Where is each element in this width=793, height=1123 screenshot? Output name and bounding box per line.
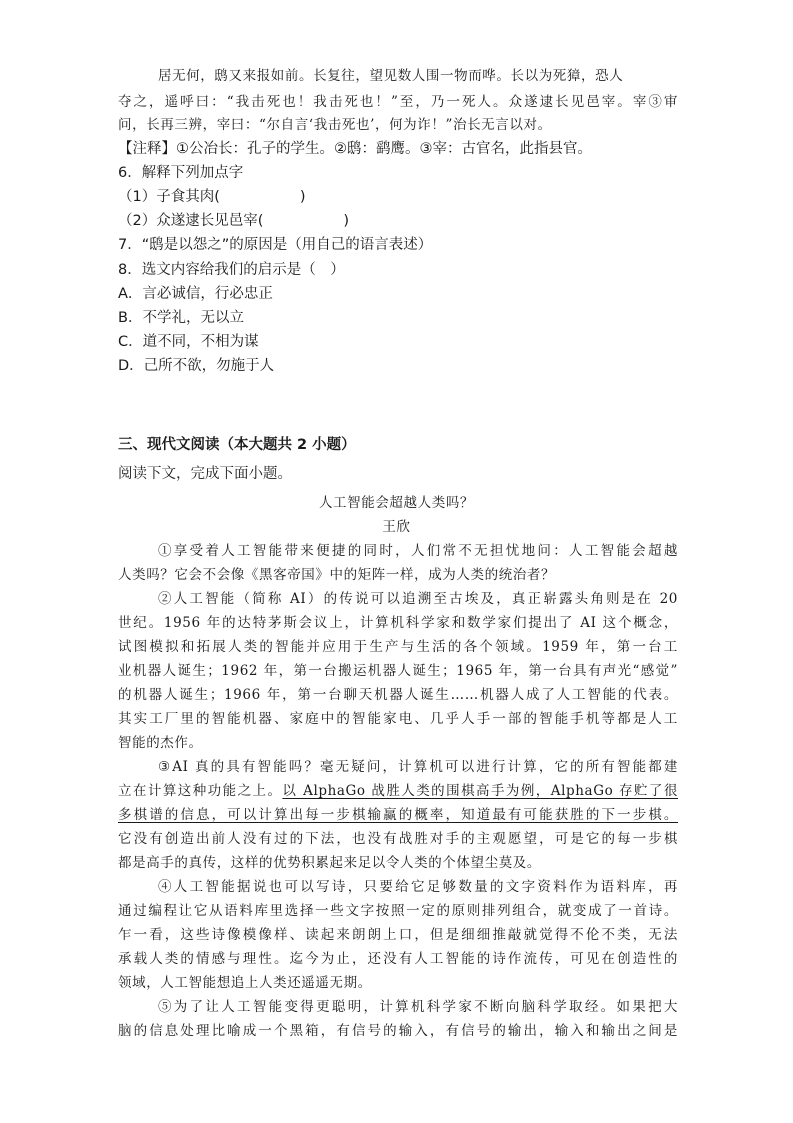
option-d: D．己所不欲，勿施于人	[118, 358, 275, 374]
question-6-2-text: （2）众遂逮长见邑宰(	[118, 213, 264, 229]
option-c: C．道不同，不相为谋	[118, 334, 259, 350]
paragraph-3-line	[118, 779, 678, 803]
question-6: 6．解释下列加点字	[118, 165, 244, 181]
option-a: A．言必诚信，行必忠正	[118, 286, 273, 302]
paragraph-3-line: ③AI 真的具有智能吗？毫无疑问，计算机可以进行计算，它的所有智能都建	[158, 759, 678, 775]
underlined-sentence: 多棋谱的信息，可以计算出每一步棋输赢的概率，知道最有可能获胜的下一步棋。	[118, 807, 678, 823]
question-8: 8．选文内容给我们的启示是（ ）	[118, 262, 345, 278]
paragraph-2-line: 其实工厂里的智能机器、家庭中的智能家电、几乎人手一部的智能手机等都是人工	[118, 711, 678, 727]
paragraph-4-line: 通过编程让它从语料库里选择一些文字按照一定的原则排列组合，就变成了一首诗。	[118, 903, 678, 919]
paragraph-5-line: 脑的信息处理比喻成一个黑箱，有信号的输入，有信号的输出，输入和输出之间是	[118, 1023, 678, 1039]
article-title: 人工智能会超越人类吗？	[318, 495, 475, 511]
classical-line: 居无何，鸱又来报如前。长复往，望见数人围一物而哗。长以为死獐，恐人	[158, 68, 624, 84]
paragraph-2-line: 业机器人诞生；1962 年，第一台搬运机器人诞生；1965 年，第一台具有声光“感觉”	[118, 663, 678, 679]
paragraph-4-line: 领域，人工智能想追上人类还遥遥无期。	[118, 975, 372, 991]
question-6-2	[118, 209, 349, 233]
paragraph-3-text: 立在计算这种功能之上。	[118, 783, 283, 799]
paragraph-3-line: 它没有创造出前人没有过的下法，也没有战胜对手的主观愿望，可是它的每一步棋	[118, 831, 678, 847]
question-6-1-text: （1）子食其肉(	[118, 189, 220, 205]
annotation-note: 【注释】①公冶长：孔子的学生。②鸱：鹞鹰。③宰：古官名，此指县官。	[118, 141, 592, 157]
paragraph-4-line: ④人工智能据说也可以写诗，只要给它足够数量的文字资料作为语料库，再	[158, 879, 678, 895]
option-b: B．不学礼，无以立	[118, 310, 244, 326]
paragraph-4-line: 承载人类的情感与理性。迄今为止，还没有人工智能的诗作流传，可见在创造性的	[118, 951, 678, 967]
close-paren: )	[299, 189, 306, 205]
section-heading: 三、现代文阅读（本大题共 2 小题）	[118, 437, 356, 453]
underlined-sentence: 以 AlphaGo 战胜人类的围棋高手为例，AlphaGo 存贮了很	[282, 783, 678, 799]
paragraph-1-line: 人类吗？它会不会像《黑客帝国》中的矩阵一样，成为人类的统治者？	[118, 567, 556, 583]
paragraph-4-line: 乍一看，这些诗像模像样、读起来朗朗上口，但是细细推敲就觉得不伦不类，无法	[118, 927, 678, 943]
paragraph-2-line: 智能的杰作。	[118, 735, 203, 751]
paragraph-2-line: 试图模拟和拓展人类的智能并应用于生产与生活的各个领域。1959 年，第一台工	[118, 639, 678, 655]
paragraph-5-line: ⑤为了让人工智能变得更聪明，计算机科学家不断向脑科学取经。如果把大	[158, 999, 678, 1015]
close-paren: )	[343, 213, 350, 229]
section-instruction: 阅读下文，完成下面小题。	[118, 466, 292, 482]
question-7: 7．“鸱是以怨之”的原因是（用自己的语言表述）	[118, 237, 433, 253]
paragraph-1-line: ①享受着人工智能带来便捷的同时，人们常不无担忧地问：人工智能会超越	[158, 543, 678, 559]
classical-line: 夺之，遥呼曰：“我击死也！我击死也！”至，乃一死人。众遂逮长见邑宰。宰③审	[118, 94, 678, 110]
classical-line: 问，长再三辨，宰曰：“尔自言‘我击死也’，何为诈！”治长无言以对。	[118, 117, 552, 133]
paragraph-3-line: 都是高手的真传，这样的优势积累起来足以令人类的个体望尘莫及。	[118, 855, 541, 871]
paragraph-2-line: 的机器人诞生；1966 年，第一台聊天机器人诞生……机器人成了人工智能的代表。	[118, 687, 678, 703]
paragraph-2-line: ②人工智能（简称 AI）的传说可以追溯至古埃及，真正崭露头角则是在 20	[158, 591, 678, 607]
question-6-1	[118, 185, 306, 209]
paragraph-2-line: 世纪。1956 年的达特茅斯会议上，计算机科学家和数学家们提出了 AI 这个概念，	[118, 615, 678, 631]
paragraph-3-line	[118, 803, 678, 827]
article-author: 王欣	[382, 519, 411, 535]
